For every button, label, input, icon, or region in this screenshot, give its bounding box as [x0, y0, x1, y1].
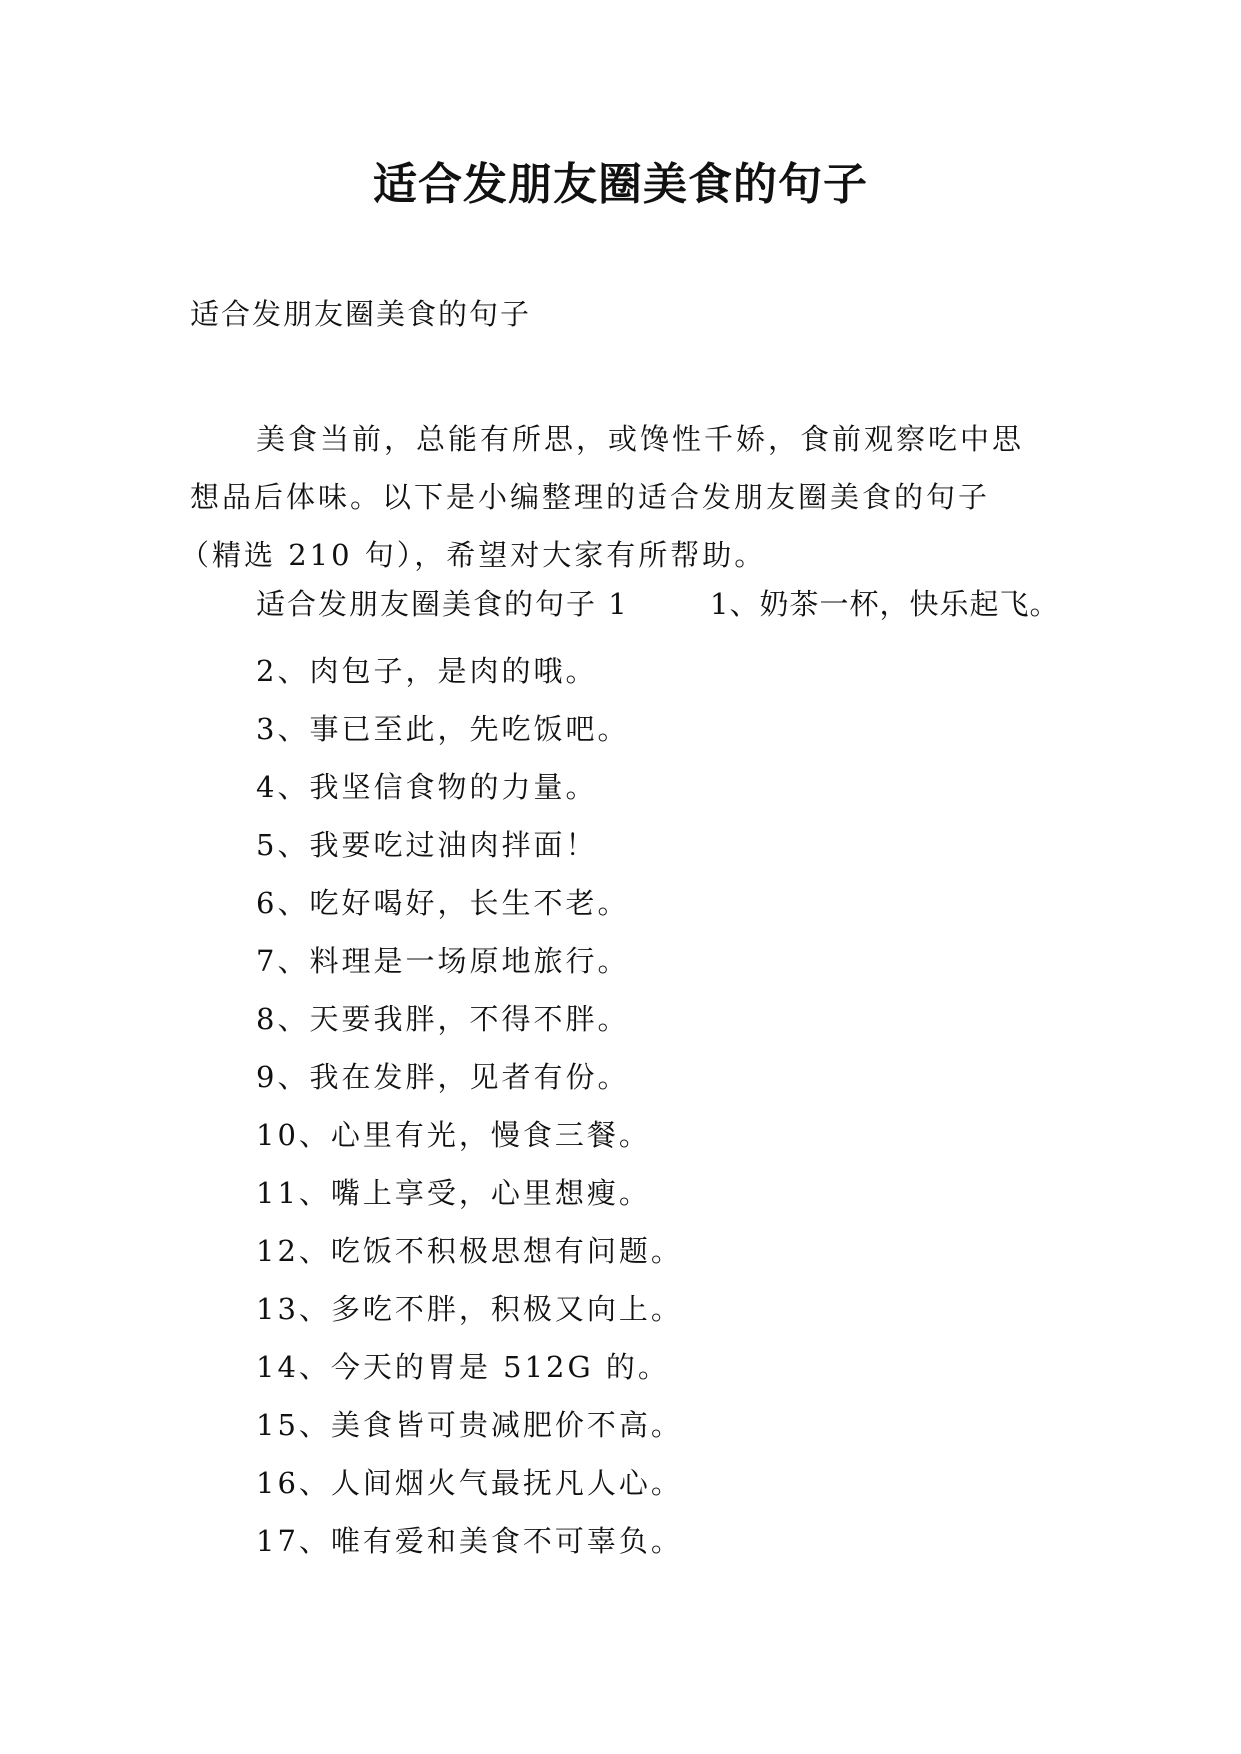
list-item: 5、我要吃过油肉拌面！: [256, 828, 598, 862]
list-item: 12、吃饭不积极思想有问题。: [256, 1234, 683, 1268]
document-subtitle: 适合发朋友圈美食的句子: [190, 297, 532, 331]
intro-paragraph: [180, 410, 1070, 584]
list-item: 9、我在发胖，见者有份。: [256, 1060, 630, 1094]
list-item: 4、我坚信食物的力量。: [256, 770, 598, 804]
section-heading-row: [256, 584, 1076, 624]
list-item: 13、多吃不胖，积极又向上。: [256, 1292, 683, 1326]
list-item: 16、人间烟火气最抚凡人心。: [256, 1466, 683, 1500]
intro-line: 美食当前，总能有所思，或馋性千娇，食前观察吃中思: [256, 422, 1025, 456]
list-item: 1、奶茶一杯，快乐起飞。: [710, 587, 1060, 621]
list-item: 7、料理是一场原地旅行。: [256, 944, 630, 978]
list-item: 8、天要我胖，不得不胖。: [256, 1002, 630, 1036]
intro-line: （精选 210 句），希望对大家有所帮助。: [180, 538, 767, 572]
list-item: 11、嘴上享受，心里想瘦。: [256, 1176, 651, 1210]
intro-line: 想品后体味。以下是小编整理的适合发朋友圈美食的句子: [190, 480, 991, 514]
list-item: 15、美食皆可贵减肥价不高。: [256, 1408, 683, 1442]
section-heading: 适合发朋友圈美食的句子 1: [256, 587, 629, 621]
list-item: 17、唯有爱和美食不可辜负。: [256, 1524, 683, 1558]
list-item: 2、肉包子，是肉的哦。: [256, 654, 598, 688]
list-item: 14、今天的胃是 512G 的。: [256, 1350, 670, 1384]
list-item: 10、心里有光，慢食三餐。: [256, 1118, 651, 1152]
sentence-list: [256, 642, 683, 1570]
document-title: 适合发朋友圈美食的句子: [373, 159, 868, 210]
list-item: 6、吃好喝好，长生不老。: [256, 886, 630, 920]
list-item: 3、事已至此，先吃饭吧。: [256, 712, 630, 746]
